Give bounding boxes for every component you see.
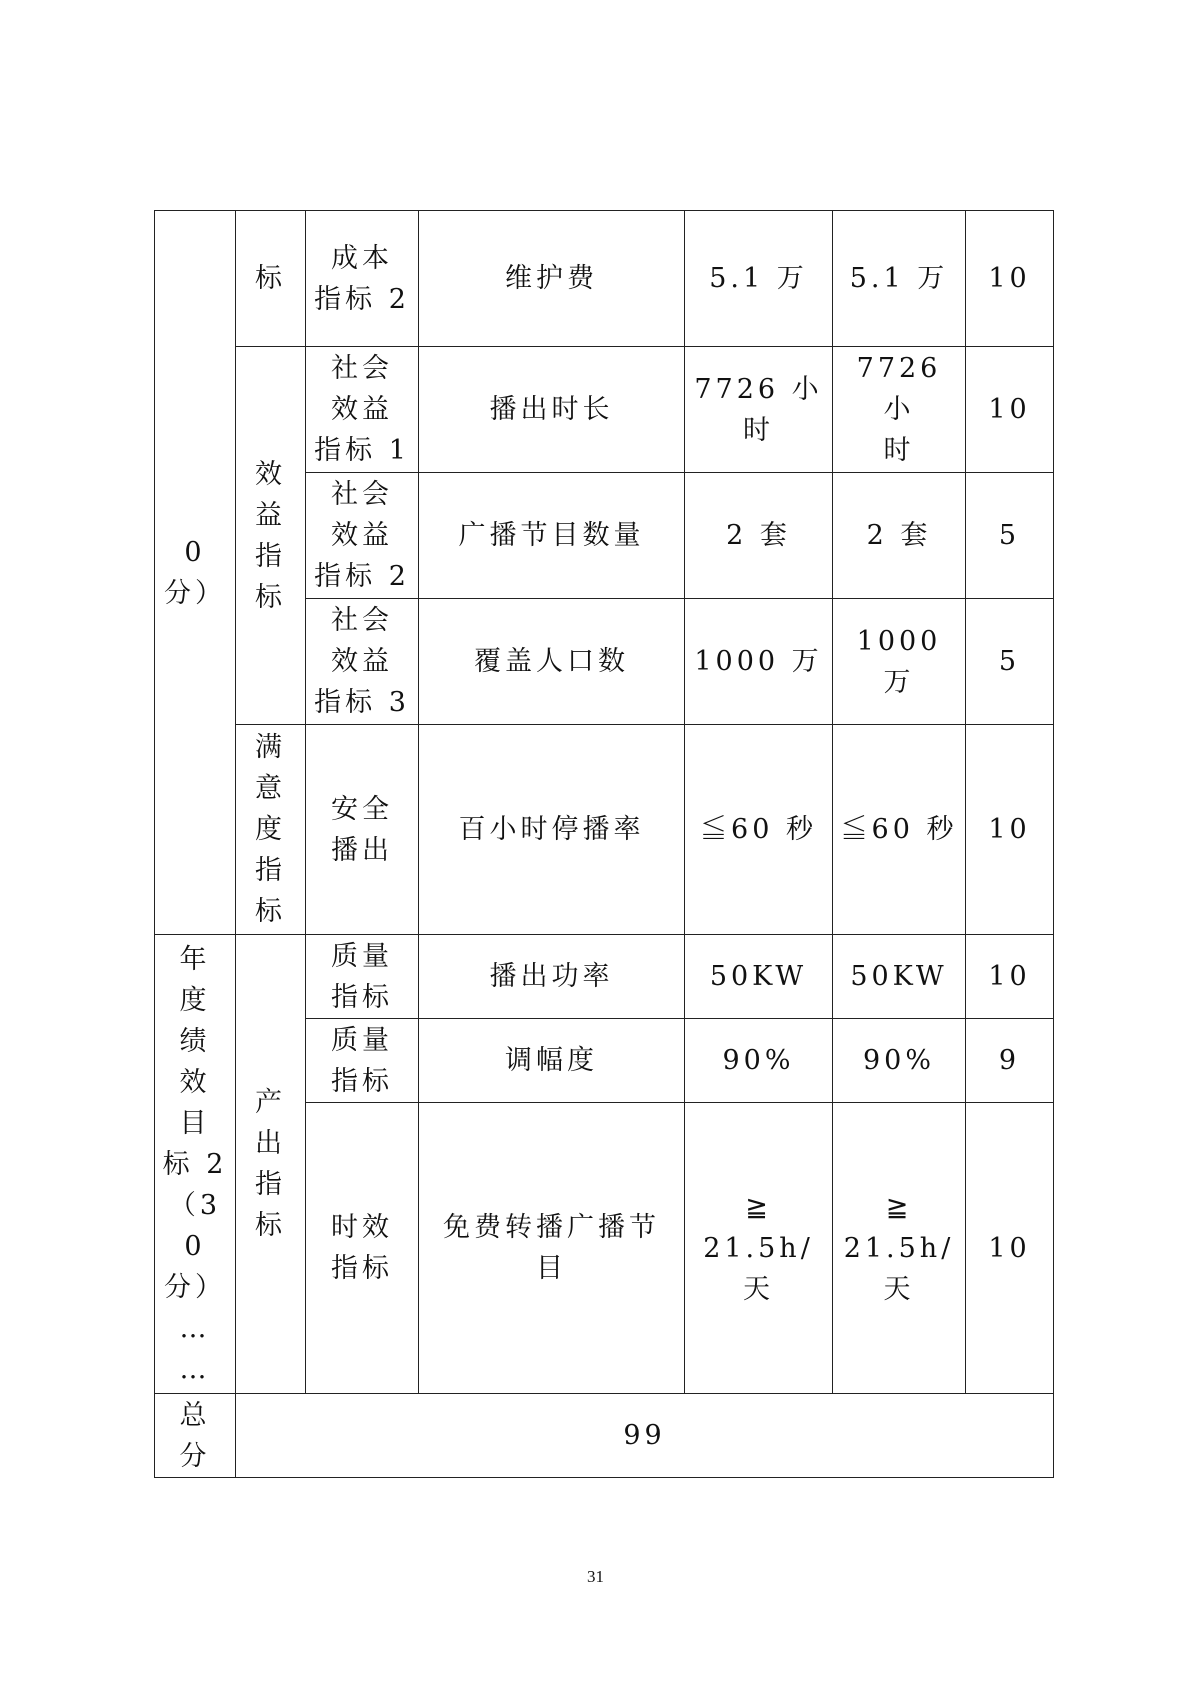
cell-text-line: 指 (255, 540, 286, 572)
cell-text-line: 2 套 (866, 520, 932, 551)
cell-text-line: … (179, 1353, 211, 1385)
cell-text-line: 时 (883, 435, 915, 466)
cell-text-line: … (179, 1312, 211, 1344)
indicator-name-cell (419, 1103, 685, 1394)
actual-value-cell (833, 473, 966, 599)
cell-text-line: 标 (255, 1210, 286, 1241)
cell-text-line: 益 (255, 499, 286, 531)
cell-text-line: 覆盖人口数 (474, 646, 629, 677)
cell-text-line: 质量 (331, 940, 393, 972)
cell-text-line: ≦60 秒 (840, 814, 958, 845)
cell-text-line: 目 (179, 1107, 211, 1139)
cell-text-line: 5 (998, 520, 1021, 551)
benefit-indicator-category-cell (236, 347, 306, 725)
indicator-name-cell (419, 1019, 685, 1103)
cell-text-line: 绩 (179, 1025, 211, 1057)
score-cell (966, 211, 1054, 347)
actual-value-cell (833, 935, 966, 1019)
cell-text-line: 9 (998, 1045, 1021, 1076)
cell-text-line: 1000 万 (694, 646, 823, 677)
cell-text-line: 意 (255, 773, 286, 804)
indicator-name-cell (419, 211, 685, 347)
cell-text-line: 广播节目数量 (458, 520, 645, 551)
annual-goal-2-cell (155, 935, 236, 1394)
cell-text-line: 指标 (331, 981, 393, 1013)
cell-text-line: 10 (988, 1232, 1031, 1264)
actual-value-cell (833, 347, 966, 473)
sub-indicator-cell (306, 1103, 419, 1394)
sub-indicator-cell (306, 725, 419, 935)
cell-text-line: 总 (179, 1399, 211, 1431)
page-number: 31 (587, 1567, 604, 1586)
cell-text-line: 效 (179, 1066, 211, 1098)
cell-text-line: 2 套 (726, 520, 791, 551)
target-value-cell (685, 211, 833, 347)
cell-text-line: 7726 小 (856, 353, 942, 425)
cell-text-line: 10 (988, 961, 1031, 992)
target-value-cell (685, 935, 833, 1019)
cell-text-line: 指标 (331, 1065, 393, 1097)
cell-text-line: 播出功率 (489, 961, 614, 992)
sub-indicator-cell (306, 473, 419, 599)
cell-text-line: 效益 (331, 646, 393, 677)
cell-text-line: 目 (536, 1253, 567, 1284)
indicator-name-cell (419, 725, 685, 935)
total-label-cell (155, 1394, 236, 1478)
score-cell (966, 935, 1054, 1019)
cell-text-line: 产 (255, 1087, 286, 1118)
cell-text-line: 21.5h/ (703, 1232, 814, 1264)
cell-text-line: 度 (255, 814, 286, 845)
cell-text-line: 0 (184, 1230, 206, 1262)
score-cell (966, 473, 1054, 599)
sub-indicator-cell (306, 347, 419, 473)
cell-text-line: 度 (179, 984, 211, 1016)
cell-text-line: 标 2 (162, 1148, 228, 1180)
goal1-tail-cell (155, 211, 236, 935)
actual-value-cell (833, 599, 966, 725)
score-cell (966, 599, 1054, 725)
cell-text-line: 90% (862, 1045, 935, 1076)
row-quality-indicator-1 (155, 935, 1054, 1019)
actual-value-cell (833, 1019, 966, 1103)
cell-text-line: 播出 (331, 834, 393, 866)
cell-text-line: 社会 (331, 353, 393, 384)
cell-text-line: 50KW (709, 961, 808, 992)
satisfaction-indicator-category-cell (236, 725, 306, 935)
indicator-name-cell (419, 599, 685, 725)
sub-indicator-cell (306, 935, 419, 1019)
cell-text-line: 百小时停播率 (458, 814, 645, 845)
cell-text-line: 质量 (331, 1024, 393, 1056)
score-cell (966, 1103, 1054, 1394)
indicator-name-cell (419, 347, 685, 473)
row-cost-indicator-2 (155, 211, 1054, 347)
cell-text-line: 社会 (331, 479, 393, 510)
cell-text-line: 指标 1 (314, 435, 410, 466)
actual-value-cell (833, 725, 966, 935)
actual-value-cell (833, 1103, 966, 1394)
row-total (155, 1394, 1054, 1478)
cell-text-line: 年 (179, 943, 211, 975)
cell-text-line: 指 (255, 855, 286, 886)
target-value-cell (685, 599, 833, 725)
cell-text-line: 分） (164, 577, 226, 609)
score-cell (966, 725, 1054, 935)
cell-text-line: 标 (255, 896, 286, 927)
cell-text-line: 指标 2 (314, 561, 410, 592)
cell-text-line: 标 (255, 263, 286, 294)
cell-text-line: 1000 万 (856, 625, 942, 698)
target-value-cell (685, 725, 833, 935)
cell-text-line: （3 (168, 1189, 222, 1221)
row-satisfaction (155, 725, 1054, 935)
cell-text-line: 社会 (331, 605, 393, 636)
cell-text-line: 效 (255, 458, 286, 490)
cell-text-line: 0 (184, 536, 206, 568)
cell-text-line: 维护费 (505, 263, 598, 294)
cell-text-line: 调幅度 (505, 1045, 598, 1076)
cell-text-line: ≧ (885, 1191, 913, 1223)
row-social-benefit-1 (155, 347, 1054, 473)
cell-text-line: 出 (255, 1128, 286, 1159)
cost-category-tail-cell (236, 211, 306, 347)
cell-text-line: 效益 (331, 394, 393, 425)
cell-text-line: 5 (998, 646, 1021, 677)
sub-indicator-cell (306, 599, 419, 725)
cell-text-line: 指 (255, 1169, 286, 1200)
cell-text-line: 分 (179, 1440, 211, 1472)
total-score: 99 (623, 1420, 666, 1451)
cell-text-line: 90% (722, 1045, 795, 1076)
sub-indicator-cell (306, 211, 419, 347)
cell-text-line: 50KW (850, 961, 948, 992)
cell-text-line: 指标 2 (314, 283, 410, 315)
target-value-cell (685, 1103, 833, 1394)
cell-text-line: 10 (988, 263, 1031, 294)
cell-text-line: 10 (988, 394, 1031, 425)
cell-text-line: 标 (255, 581, 286, 613)
output-indicator-category-cell (236, 935, 306, 1394)
cell-text-line: 时 (743, 414, 774, 446)
indicator-name-cell (419, 935, 685, 1019)
cell-text-line: 5.1 万 (849, 263, 949, 294)
cell-text-line: 成本 (331, 242, 393, 274)
cell-text-line: 7726 小 (694, 373, 823, 405)
cell-text-line: 分） (164, 1271, 226, 1303)
score-cell (966, 347, 1054, 473)
target-value-cell (685, 347, 833, 473)
cell-text-line: 效益 (331, 520, 393, 551)
cell-text-line: 满 (255, 732, 286, 763)
cell-text-line: 安全 (331, 793, 393, 825)
cell-text-line: 10 (988, 814, 1031, 845)
sub-indicator-cell (306, 1019, 419, 1103)
cell-text-line: 天 (883, 1273, 915, 1305)
score-cell (966, 1019, 1054, 1103)
cell-text-line: 天 (743, 1273, 774, 1305)
indicator-name-cell (419, 473, 685, 599)
target-value-cell (685, 473, 833, 599)
performance-indicator-table (154, 210, 1054, 1478)
cell-text-line: ≦60 秒 (700, 814, 817, 845)
target-value-cell (685, 1019, 833, 1103)
cell-text-line: 播出时长 (489, 394, 614, 425)
actual-value-cell (833, 211, 966, 347)
cell-text-line: 指标 (331, 1253, 393, 1284)
cell-text-line: 时效 (331, 1212, 393, 1243)
total-value-cell (236, 1394, 1054, 1478)
cell-text-line: 免费转播广播节 (443, 1212, 660, 1243)
cell-text-line: 5.1 万 (709, 263, 808, 294)
cell-text-line: 21.5h/ (843, 1232, 955, 1264)
cell-text-line: 指标 3 (314, 687, 410, 718)
cell-text-line: ≧ (745, 1191, 772, 1223)
